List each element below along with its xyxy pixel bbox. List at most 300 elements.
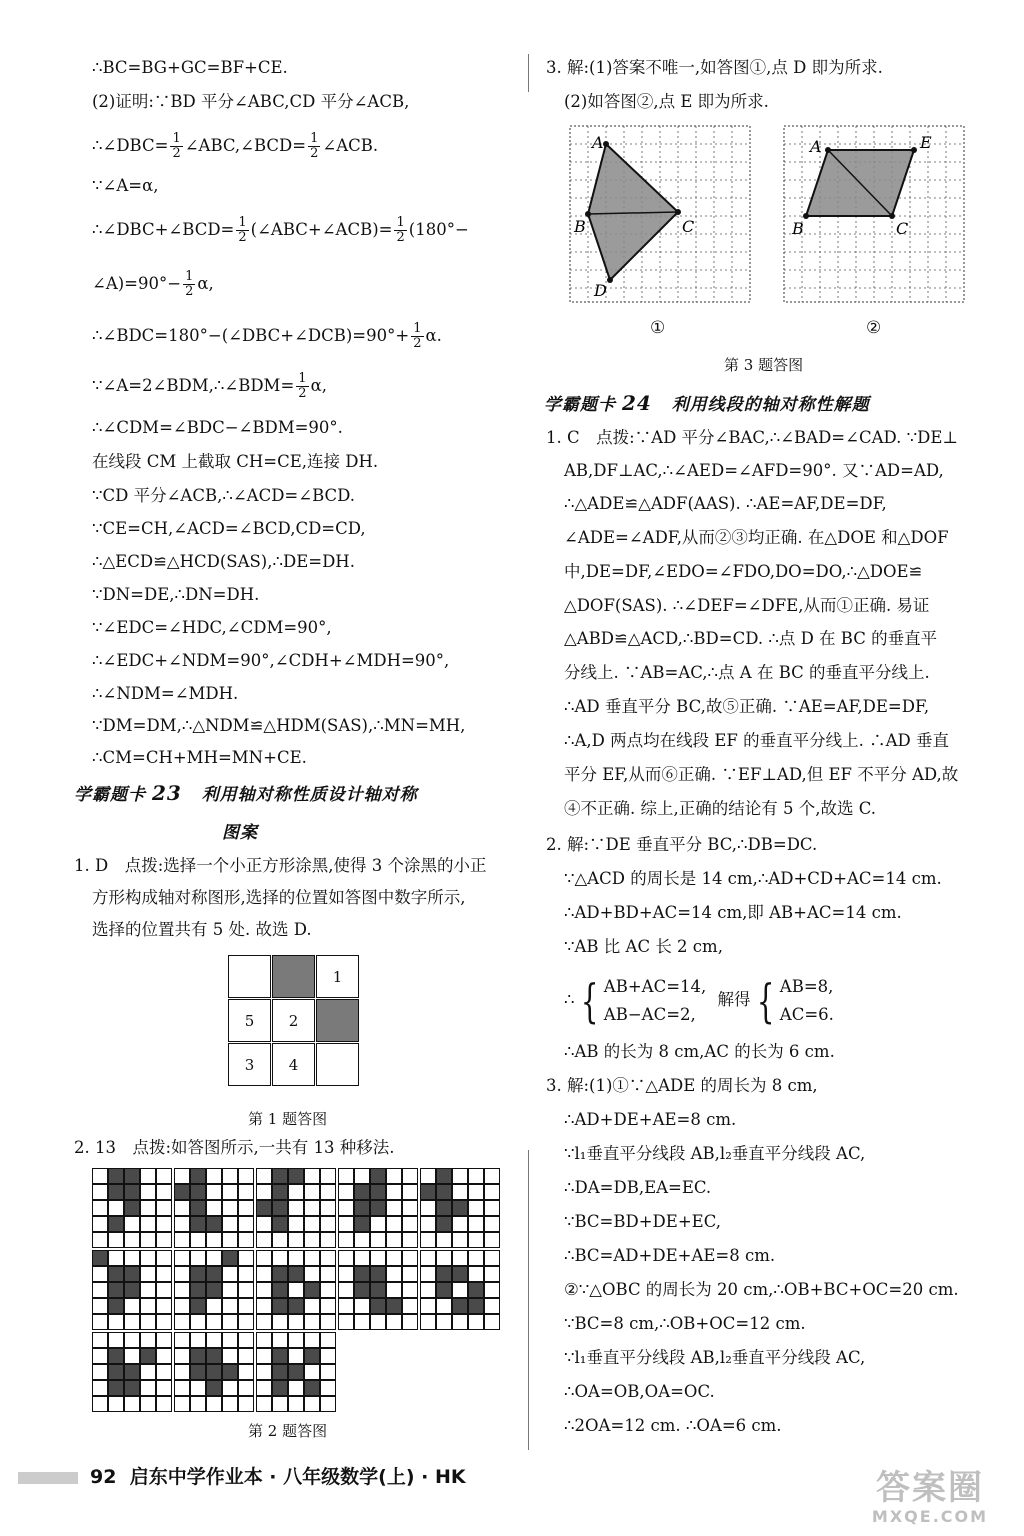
grid-cell [238,1298,254,1314]
grid-cell [420,1314,436,1330]
text-line: 1. D 点拨:选择一个小正方形涂黑,使得 3 个涂黑的小正 [74,856,487,875]
grid-cell [452,1314,468,1330]
grid-cell-shaded [436,1168,452,1184]
grid-cell [140,1216,156,1232]
grid-cell [354,1168,370,1184]
grid-cell-shaded [108,1266,124,1282]
grid-cell-shaded [108,1168,124,1184]
grid-cell [386,1282,402,1298]
grid-cell [174,1380,190,1396]
text-line: 方形构成轴对称图形,选择的位置如答图中数字所示, [92,888,466,907]
text-line: 2. 13 点拨:如答图所示,一共有 13 种移法. [74,1138,395,1157]
text-line: 在线段 CM 上截取 CH=CE,连接 DH. [92,452,379,471]
grid-cell [370,1314,386,1330]
card-23-heading: 学霸题卡 23 利用轴对称性质设计轴对称 [74,781,418,805]
grid-cell [238,1232,254,1248]
grid-cell [174,1348,190,1364]
grid-cell [156,1380,172,1396]
grid-cell-shaded [190,1282,206,1298]
grid-cell [354,1314,370,1330]
grid-cell [338,1250,354,1266]
grid-cell [238,1184,254,1200]
text-line: ∴OA=OB,OA=OC. [564,1382,715,1401]
grid-cell [92,1168,108,1184]
grid-cell [304,1232,320,1248]
grid-cell [320,1200,336,1216]
grid-cell [402,1232,418,1248]
grid-cell [124,1216,140,1232]
grid-cell-shaded [108,1348,124,1364]
grid-cell [320,1232,336,1248]
grid-cell [320,1168,336,1184]
column-divider [528,1150,529,1450]
move-grid [174,1250,254,1330]
grid-cell [140,1168,156,1184]
text-line: AB,DF⊥AC,∴∠AED=∠AFD=90°. 又∵AD=AD, [564,461,944,480]
text-line: ∴BC=AD+DE+AE=8 cm. [564,1246,776,1265]
grid-cell [402,1282,418,1298]
grid-cell [206,1168,222,1184]
grid-cell [452,1184,468,1200]
text-line: ∵∠EDC=∠HDC,∠CDM=90°, [92,618,332,637]
grid-cell [156,1332,172,1348]
grid-cell [484,1266,500,1282]
grid-cell [174,1216,190,1232]
grid-cell [370,1216,386,1232]
grid-cell [386,1314,402,1330]
grid-cell [272,1332,288,1348]
text-line: ∵△ACD 的周长是 14 cm,∴AD+CD+AC=14 cm. [564,869,942,888]
grid-cell [256,1250,272,1266]
grid-cell [288,1200,304,1216]
grid-cell-shaded [436,1216,452,1232]
text-line: ∵CD 平分∠ACB,∴∠ACD=∠BCD. [92,486,356,505]
grid-cell-shaded [190,1200,206,1216]
grid-cell [190,1250,206,1266]
grid-cell-shaded [272,1380,288,1396]
grid-cell [402,1184,418,1200]
grid-cell [92,1282,108,1298]
grid-cell [238,1200,254,1216]
grid-cell [484,1298,500,1314]
grid-cell [256,1266,272,1282]
column-divider [528,54,529,92]
grid-cell-shaded [190,1348,206,1364]
grid-cell [256,1380,272,1396]
q3-answer-figures [568,122,1008,312]
grid-cell-shaded [206,1216,222,1232]
grid-cell [174,1250,190,1266]
grid-cell [190,1380,206,1396]
grid-cell [304,1184,320,1200]
grid-cell [484,1216,500,1232]
grid-cell [174,1168,190,1184]
move-grid [92,1250,172,1330]
grid-cell-shaded [452,1298,468,1314]
text-line: 3. 解:(1)答案不唯一,如答图①,点 D 即为所求. [546,58,883,77]
text-line: ∴△ADE≌△ADF(AAS). ∴AE=AF,DE=DF, [564,494,887,513]
grid-cell [338,1298,354,1314]
grid-cell [92,1200,108,1216]
grid-cell [468,1266,484,1282]
text-line: 2. 解:∵DE 垂直平分 BC,∴DB=DC. [546,835,818,854]
text-line: ∴DA=DB,EA=EC. [564,1178,712,1197]
grid-cell [222,1332,238,1348]
grid-cell [222,1380,238,1396]
text-line: ∴CM=CH+MH=MN+CE. [92,748,307,767]
grid-cell [140,1282,156,1298]
grid-cell [92,1184,108,1200]
grid-cell-shaded [370,1266,386,1282]
grid-cell-shaded [370,1298,386,1314]
text-line: ∴∠BDC=180°−(∠DBC+∠DCB)=90°+ $\frac{1}{2}$ α. [92,321,442,351]
figure-2-grid [784,126,964,302]
grid-cell [222,1216,238,1232]
grid-cell [156,1200,172,1216]
grid-cell [304,1200,320,1216]
grid-cell [256,1282,272,1298]
grid-cell [256,1332,272,1348]
grid-cell [206,1314,222,1330]
grid-cell [222,1298,238,1314]
figure-caption: 第 2 题答图 [248,1422,328,1440]
text-line: ②∵△OBC 的周长为 20 cm,∴OB+BC+OC=20 cm. [564,1280,959,1299]
grid-cell-shaded [124,1380,140,1396]
grid-cell-shaded [222,1364,238,1380]
grid-cell [140,1364,156,1380]
grid-cell-shaded [92,1250,108,1266]
text-line: ∠A)=90°− $\frac{1}{2}$ α, [92,269,214,299]
grid-cell [402,1200,418,1216]
grid-cell [338,1282,354,1298]
grid-cell [238,1266,254,1282]
grid-cell [338,1314,354,1330]
grid-cell [140,1250,156,1266]
text-line: ∴∠DBC+∠BCD= $\frac{1}{2}$ (∠ABC+∠ACB)= $\frac{1}{2}$ (180°− [92,215,469,245]
grid-cell [156,1282,172,1298]
grid-cell: 3 [228,1043,271,1086]
grid-cell-shaded [468,1282,484,1298]
grid-cell [92,1266,108,1282]
grid-cell [320,1216,336,1232]
text-line: ∴△ECD≌△HCD(SAS),∴DE=DH. [92,552,355,571]
grid-cell-shaded [354,1282,370,1298]
grid-cell [156,1314,172,1330]
grid-cell [452,1250,468,1266]
grid-cell [108,1332,124,1348]
grid-cell [468,1200,484,1216]
grid-cell [256,1396,272,1412]
text-line: ∴2OA=12 cm. ∴OA=6 cm. [564,1416,782,1435]
grid-cell [256,1216,272,1232]
grid-cell-shaded [124,1168,140,1184]
grid-cell-shaded [206,1266,222,1282]
text-line: (2)证明:∵BD 平分∠ABC,CD 平分∠ACB, [92,92,410,111]
grid-cell [288,1380,304,1396]
grid-cell-shaded [206,1364,222,1380]
grid-cell [222,1200,238,1216]
grid-cell-shaded [272,1364,288,1380]
grid-cell [238,1332,254,1348]
grid-cell [386,1200,402,1216]
grid-cell-shaded [452,1266,468,1282]
grid-cell-shaded [420,1184,436,1200]
grid-cell [338,1266,354,1282]
grid-cell [140,1314,156,1330]
book-title: 启东中学作业本 · 八年级数学(上) · HK [129,1466,466,1488]
text-line: ∴AD+DE+AE=8 cm. [564,1110,737,1129]
grid-cell-shaded [206,1348,222,1364]
grid-cell [156,1396,172,1412]
grid-cell [256,1348,272,1364]
text-line: 1. C 点拨:∵AD 平分∠BAC,∴∠BAD=∠CAD. ∵DE⊥ [546,428,958,447]
grid-cell-shaded [174,1184,190,1200]
move-grid [174,1168,254,1248]
grid-cell [174,1266,190,1282]
grid-cell [354,1298,370,1314]
text-line: ∴AB 的长为 8 cm,AC 的长为 6 cm. [564,1042,835,1061]
move-grid [174,1332,254,1412]
grid-cell [420,1232,436,1248]
grid-cell [206,1232,222,1248]
grid-cell [256,1298,272,1314]
point-label: D [594,281,607,300]
grid-cell-shaded [190,1184,206,1200]
grid-cell [320,1282,336,1298]
grid-cell [228,955,271,998]
grid-cell [256,1184,272,1200]
grid-cell [304,1332,320,1348]
point-label: E [920,133,932,152]
grid-cell [484,1314,500,1330]
grid-cell [92,1364,108,1380]
text-line: ∴∠EDC+∠NDM=90°,∠CDH+∠MDH=90°, [92,651,450,670]
grid-cell [304,1266,320,1282]
text-line: 中,DE=DF,∠EDO=∠FDO,DO=DO,∴△DOE≌ [564,562,923,581]
text-line: ∵BC=BD+DE+EC, [564,1212,721,1231]
grid-cell [436,1232,452,1248]
point-label: B [792,219,804,238]
grid-cell [174,1332,190,1348]
grid-cell [156,1216,172,1232]
text-line: ∵BC=8 cm,∴OB+OC=12 cm. [564,1314,806,1333]
grid-cell [320,1250,336,1266]
grid-cell-shaded [304,1380,320,1396]
grid-cell [256,1364,272,1380]
grid-cell [320,1380,336,1396]
figure-caption: 第 1 题答图 [248,1110,328,1128]
grid-cell [436,1314,452,1330]
grid-cell [288,1216,304,1232]
grid-cell [402,1298,418,1314]
figure-label: ② [866,318,882,338]
grid-cell [92,1348,108,1364]
grid-cell [320,1364,336,1380]
grid-cell [124,1332,140,1348]
grid-cell-shaded [206,1380,222,1396]
grid-cell [92,1216,108,1232]
grid-cell [320,1314,336,1330]
grid-cell [420,1250,436,1266]
text-line: ∴A,D 两点均在线段 EF 的垂直平分线上. ∴AD 垂直 [564,731,949,750]
grid-cell-shaded [288,1266,304,1282]
grid-cell-shaded [272,1184,288,1200]
grid-cell [156,1250,172,1266]
grid-cell [386,1250,402,1266]
grid-cell [386,1168,402,1184]
grid-cell [452,1282,468,1298]
grid-cell-shaded [272,1200,288,1216]
grid-cell-shaded [272,1348,288,1364]
grid-cell [124,1250,140,1266]
grid-cell [484,1200,500,1216]
watermark: 答案圈 MXQE.COM [871,1468,989,1526]
grid-cell-shaded [272,1282,288,1298]
grid-cell [484,1282,500,1298]
grid-cell [386,1266,402,1282]
grid-cell [124,1232,140,1248]
grid-cell [338,1216,354,1232]
grid-cell [124,1396,140,1412]
grid-cell [206,1396,222,1412]
grid-cell [222,1396,238,1412]
grid-cell [190,1314,206,1330]
figure-label: ① [650,318,666,338]
grid-cell [92,1232,108,1248]
grid-cell [174,1396,190,1412]
grid-cell-shaded [124,1282,140,1298]
grid-cell-shaded [288,1168,304,1184]
grid-cell [206,1298,222,1314]
grid-cell [92,1332,108,1348]
text-line: ∵DM=DM,∴△NDM≌△HDM(SAS),∴MN=MH, [92,716,466,735]
text-line: 3. 解:(1)①∵△ADE 的周长为 8 cm, [546,1076,818,1095]
grid-cell [288,1332,304,1348]
grid-cell [92,1396,108,1412]
grid-cell [338,1200,354,1216]
grid-cell [304,1168,320,1184]
grid-cell [108,1200,124,1216]
grid-cell [156,1348,172,1364]
grid-cell: 4 [272,1043,315,1086]
grid-cell [316,1043,359,1086]
grid-cell [238,1282,254,1298]
grid-cell [222,1314,238,1330]
grid-cell-shaded [354,1266,370,1282]
grid-cell [140,1380,156,1396]
grid-cell [420,1168,436,1184]
grid-cell [140,1266,156,1282]
grid-cell-shaded [124,1364,140,1380]
text-line: ∵AB 比 AC 长 2 cm, [564,937,723,956]
grid-cell [174,1298,190,1314]
grid-cell [436,1298,452,1314]
move-grid [92,1332,172,1412]
grid-cell [320,1184,336,1200]
grid-cell-shaded [272,1298,288,1314]
grid-cell [174,1282,190,1298]
card-24-heading: 学霸题卡 24 利用线段的轴对称性解题 [544,391,870,415]
point-label: A [592,133,604,152]
move-grid [338,1250,418,1330]
grid-cell [174,1314,190,1330]
grid-cell [468,1314,484,1330]
text-line: ∵l₁垂直平分线段 AB,l₂垂直平分线段 AC, [564,1144,866,1163]
grid-cell [92,1314,108,1330]
grid-cell-shaded [304,1282,320,1298]
text-line: ∴∠DBC= $\frac{1}{2}$ ∠ABC,∠BCD= $\frac{1}{2}$ ∠ACB. [92,131,379,161]
grid-cell [320,1332,336,1348]
text-line: ∴AD+BD+AC=14 cm,即 AB+AC=14 cm. [564,903,902,922]
grid-cell [190,1232,206,1248]
move-grid [256,1332,336,1412]
grid-cell-shaded [386,1298,402,1314]
grid-cell [272,1250,288,1266]
grid-cell [288,1396,304,1412]
grid-cell [402,1314,418,1330]
card-23-heading-cont: 图案 [222,823,258,843]
grid-cell [468,1250,484,1266]
grid-cell [484,1250,500,1266]
grid-cell-shaded [108,1282,124,1298]
point-label: B [574,217,586,236]
move-grid [420,1250,500,1330]
grid-cell [402,1168,418,1184]
grid-cell [222,1184,238,1200]
text-line: ∴AD 垂直平分 BC,故⑤正确. ∵AE=AF,DE=DF, [564,697,930,716]
text-line: △DOF(SAS). ∴∠DEF=∠DFE,从而①正确. 易证 [564,596,930,615]
grid-cell [92,1298,108,1314]
grid-cell [156,1266,172,1282]
grid-cell [370,1250,386,1266]
move-grid [420,1168,500,1248]
grid-cell [288,1314,304,1330]
grid-cell [108,1232,124,1248]
grid-cell [420,1282,436,1298]
grid-cell-shaded [272,1266,288,1282]
grid-cell-shaded [468,1298,484,1314]
footer-bar [18,1472,78,1484]
grid-cell-shaded [124,1266,140,1282]
grid-cell-shaded [124,1200,140,1216]
grid-cell [452,1168,468,1184]
grid-cell-shaded [108,1216,124,1232]
grid-cell [468,1232,484,1248]
grid-cell-shaded [140,1348,156,1364]
text-line: △ABD≌△ACD,∴BD=CD. ∴点 D 在 BC 的垂直平 [564,629,938,648]
grid-cell [238,1314,254,1330]
grid-cell [124,1348,140,1364]
grid-cell [140,1184,156,1200]
text-line: ∵l₁垂直平分线段 AB,l₂垂直平分线段 AC, [564,1348,866,1367]
grid-cell [124,1314,140,1330]
grid-cell [272,1314,288,1330]
grid-cell-shaded [288,1364,304,1380]
text-line: ∴∠CDM=∠BDC−∠BDM=90°. [92,418,343,437]
equation-system: ∴ { AB+AC=14, AB−AC=2, 解得 { AB=8, AC=6. [564,973,834,1028]
grid-cell [386,1232,402,1248]
grid-cell [140,1298,156,1314]
text-line: ∠ADE=∠ADF,从而②③均正确. 在△DOE 和△DOF [564,528,949,547]
grid-cell [402,1250,418,1266]
grid-cell-shaded [190,1266,206,1282]
grid-cell-shaded [436,1266,452,1282]
grid-cell [156,1232,172,1248]
grid-cell [370,1232,386,1248]
grid-cell-shaded [272,1168,288,1184]
grid-cell-shaded [288,1298,304,1314]
grid-cell [452,1216,468,1232]
